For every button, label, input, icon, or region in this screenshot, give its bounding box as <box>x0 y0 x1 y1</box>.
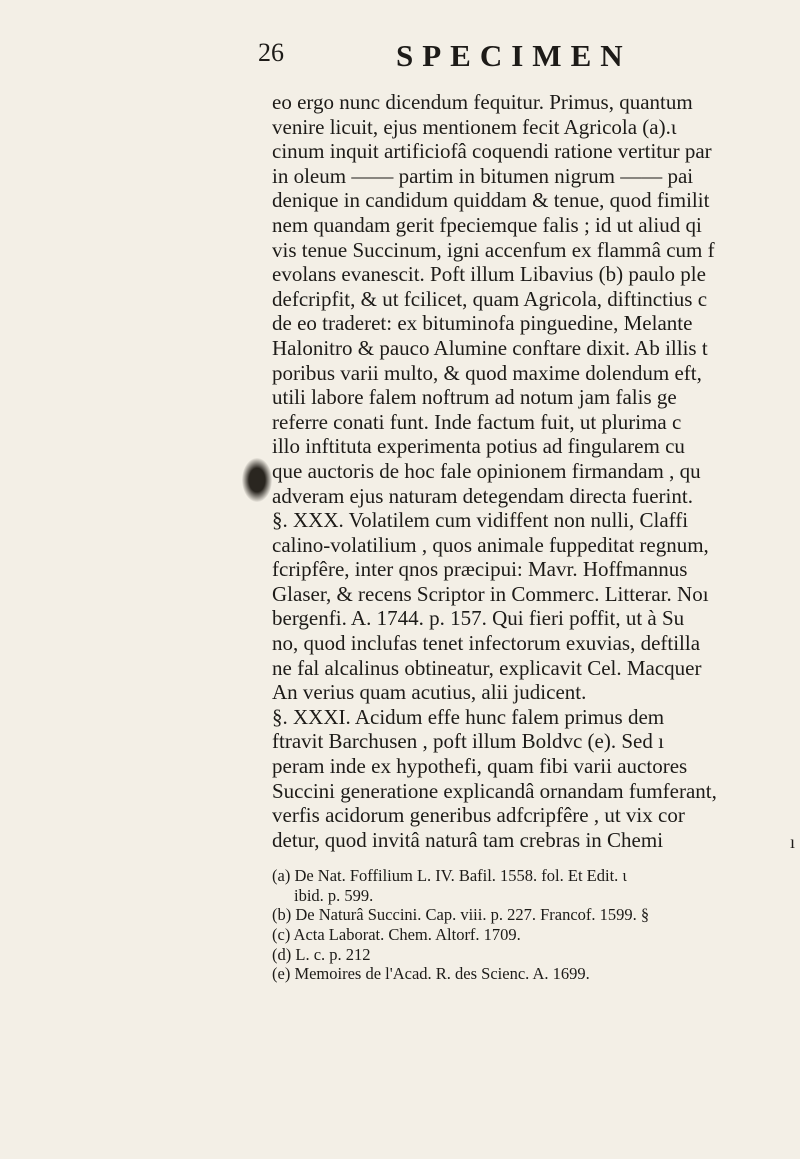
text-line: verfis acidorum generibus adfcripfêre , ut vix cor <box>272 803 685 828</box>
footnotes <box>272 866 798 1006</box>
text-line: ne fal alcalinus obtineatur, explicavit Cel. Macquer <box>272 655 702 680</box>
text-line: peram inde ex hypothefi, quam fibi varii auctores <box>272 754 688 779</box>
text-line: in oleum —— partim in bitumen nigrum —— pai <box>272 163 694 188</box>
text-line: de eo traderet: ex bituminofa pinguedine, Melante <box>272 311 693 336</box>
running-title: SPECIMEN <box>396 38 632 73</box>
text-line: §. XXXI. Acidum effe hunc falem primus dem <box>272 704 665 729</box>
text-line: no, quod inclufas tenet infectorum exuvias, deftilla <box>272 631 701 656</box>
ink-blot <box>242 458 272 502</box>
text-line: poribus varii multo, & quod maxime dolendum eft, <box>272 360 702 385</box>
margin-mark: ı <box>790 832 796 852</box>
text-line: Halonitro & pauco Alumine conftare dixit. Ab illis t <box>272 335 708 360</box>
text-line: denique in candidum quiddam & tenue, quod fimilit <box>272 188 710 213</box>
text-line: Glaser, & recens Scriptor in Commerc. Litterar. Noı <box>272 581 709 606</box>
text-line: detur, quod invitâ naturâ tam crebras in Chemi <box>272 827 664 852</box>
footnote-line: (e) Memoires de l'Acad. R. des Scienc. A. 1699. <box>272 964 590 984</box>
text-line: utili labore falem noftrum ad notum jam falis ge <box>272 385 677 410</box>
footnote-line: (b) De Naturâ Succini. Cap. viii. p. 227. Francof. 1599. § <box>272 905 650 925</box>
footnote-line: (d) L. c. p. 212 <box>272 944 371 964</box>
main-text <box>272 90 798 852</box>
text-line: referre conati funt. Inde factum fuit, ut plurima c <box>272 409 682 434</box>
text-line: An verius quam acutius, alii judicent. <box>272 680 587 705</box>
page-number: 26 <box>258 38 284 67</box>
footnote-line: (c) Acta Laborat. Chem. Altorf. 1709. <box>272 925 521 945</box>
text-line: que auctoris de hoc fale opinionem firmandam , qu <box>272 458 701 483</box>
text-line: §. XXX. Volatilem cum vidiffent non nulli, Claffi <box>272 508 689 533</box>
text-line: ftravit Barchusen , poft illum Boldvc (e). Sed ı <box>272 729 664 754</box>
text-line: adveram ejus naturam detegendam directa fuerint. <box>272 483 693 508</box>
footnote-line: (a) De Nat. Foffilium L. IV. Bafil. 1558. fol. Et Edit. ι <box>272 866 627 885</box>
text-line: vis tenue Succinum, igni accenfum ex flammâ cum f <box>272 237 715 262</box>
text-line: fcripfêre, inter qnos præcipui: Mavr. Hoffmannus <box>272 557 688 582</box>
text-line: eo ergo nunc dicendum fequitur. Primus, quantum <box>272 90 693 114</box>
text-line: illo inftituta experimenta potius ad fingularem cu <box>272 434 685 459</box>
text-line: bergenfi. A. 1744. p. 157. Qui fieri poffit, ut à Su <box>272 606 685 631</box>
text-line: cinum inquit artificiofâ coquendi ratione vertitur par <box>272 139 712 164</box>
text-line: venire licuit, ejus mentionem fecit Agricola (a).ι <box>272 114 677 139</box>
text-line: nem quandam gerit fpeciemque falis ; id ut aliud qi <box>272 212 702 237</box>
page-header <box>258 38 778 78</box>
text-line: calino-volatilium , quos animale fuppeditat regnum, <box>272 532 709 557</box>
text-line: Succini generatione explicandâ ornandam fumferant, <box>272 778 717 803</box>
footnote-line: ibid. p. 599. <box>294 885 374 905</box>
text-line: evolans evanescit. Poft illum Libavius (b) paulo ple <box>272 262 706 287</box>
text-line: defcripfit, & ut fcilicet, quam Agricola, diftinctius c <box>272 286 708 311</box>
